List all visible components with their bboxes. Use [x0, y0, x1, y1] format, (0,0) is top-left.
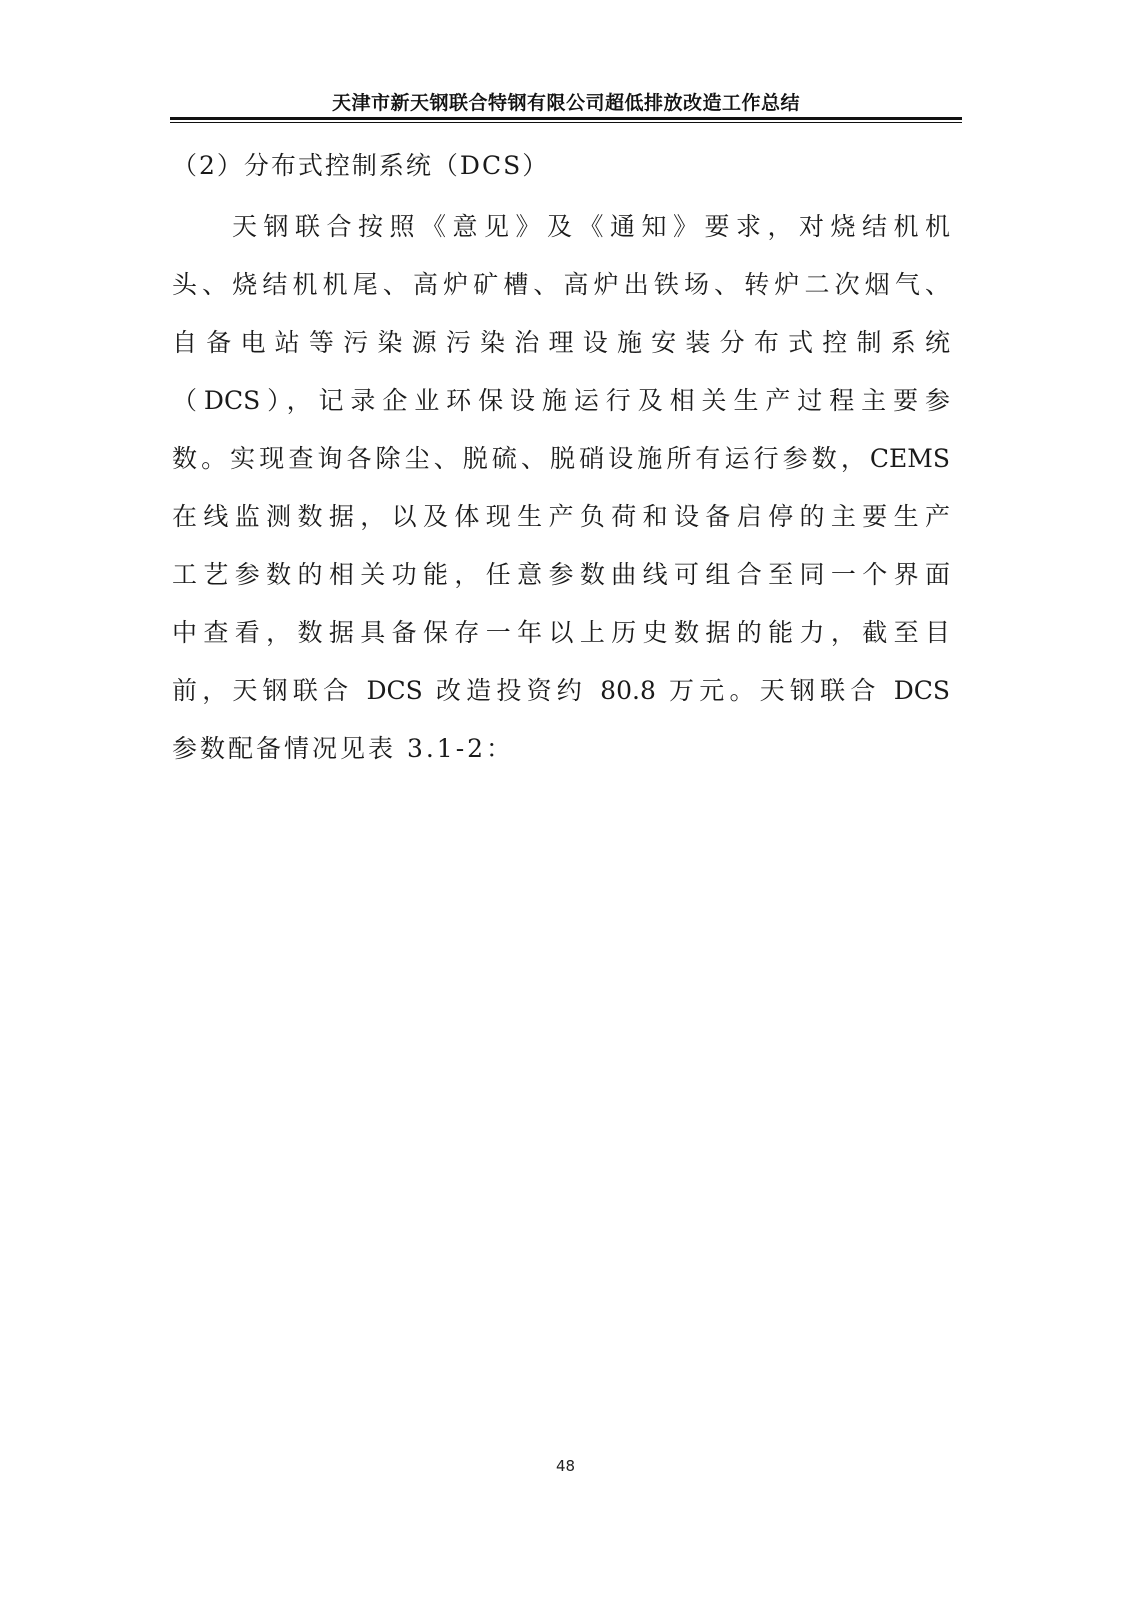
paragraph-line: （DCS），记录企业环保设施运行及相关生产过程主要参	[172, 386, 950, 415]
header-rule-thin	[170, 122, 962, 123]
paragraph-line: 自备电站等污染源污染治理设施安装分布式控制系统	[172, 328, 950, 357]
page-header-title: 天津市新天钢联合特钢有限公司超低排放改造工作总结	[331, 92, 800, 114]
paragraph-line: 天钢联合按照《意见》及《通知》要求，对烧结机机	[232, 212, 950, 241]
paragraph-line: 数。实现查询各除尘、脱硫、脱硝设施所有运行参数，CEMS	[172, 444, 950, 473]
paragraph-line: 中查看，数据具备保存一年以上历史数据的能力，截至目	[172, 618, 950, 647]
section-heading: （2）分布式控制系统（DCS）	[172, 151, 550, 180]
paragraph-line: 在线监测数据，以及体现生产负荷和设备启停的主要生产	[172, 502, 950, 531]
page-number: 48	[555, 1457, 576, 1475]
paragraph-line: 参数配备情况见表 3.1-2：	[172, 734, 515, 763]
header-rule-thick	[170, 117, 962, 120]
paragraph-line: 前，天钢联合 DCS 改造投资约 80.8 万元。天钢联合 DCS	[172, 676, 950, 705]
paragraph-line: 头、烧结机机尾、高炉矿槽、高炉出铁场、转炉二次烟气、	[172, 270, 950, 299]
paragraph-line: 工艺参数的相关功能，任意参数曲线可组合至同一个界面	[172, 560, 950, 589]
